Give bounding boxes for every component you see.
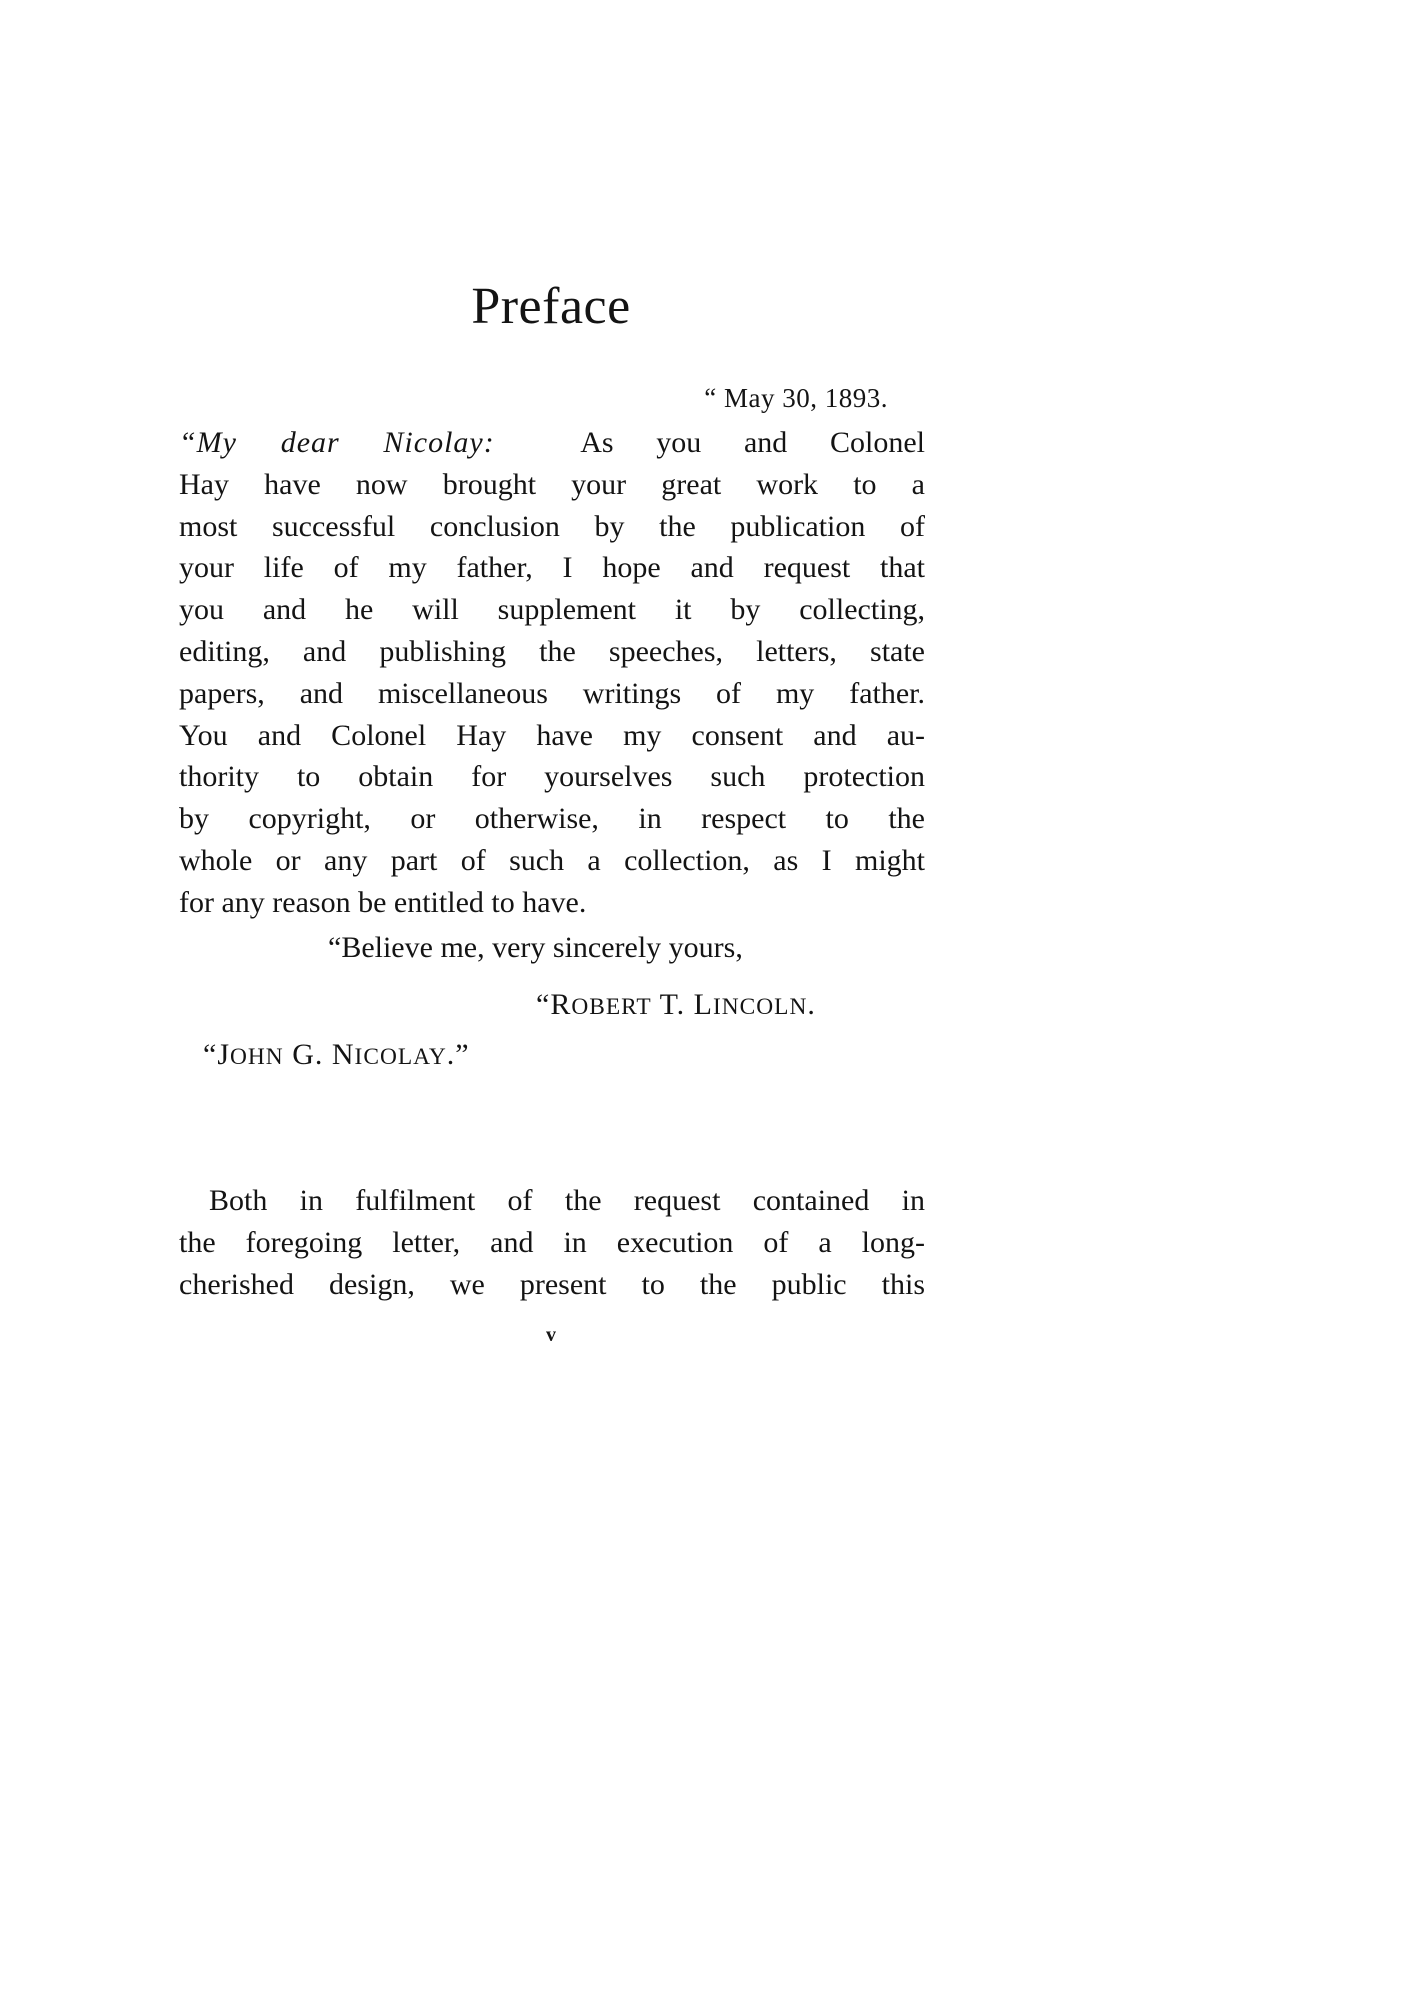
letter-line: whole or any part of such a collection, as I might (179, 843, 925, 877)
letter-signature: “ROBERT T. LINCOLN. (536, 988, 816, 1021)
letter-line: thority to obtain for yourselves such protection (179, 760, 925, 794)
letter-line: Hay have now brought your great work to a (179, 467, 925, 501)
letter-body (179, 422, 925, 924)
letter-closing: “Believe me, very sincerely yours, (328, 931, 743, 964)
letter-line-text: As you and Colonel (580, 426, 926, 459)
letter-addressee: “JOHN G. NICOLAY.” (203, 1038, 470, 1071)
page-number: v (546, 1324, 556, 1346)
paragraph-line: the foregoing letter, and in execution of a long- (179, 1225, 925, 1259)
letter-line: most successful conclusion by the publication of (179, 509, 925, 543)
paragraph-line: cherished design, we present to the public this (179, 1267, 925, 1301)
letter-line: you and he will supplement it by collecting, (179, 593, 925, 627)
letter-line: papers, and miscellaneous writings of my father. (179, 676, 925, 710)
letter-date: “ May 30, 1893. (704, 383, 888, 413)
letter-line (179, 422, 925, 464)
letter-line: You and Colonel Hay have my consent and au- (179, 718, 925, 752)
page-title: Preface (471, 278, 631, 335)
letter-salutation: “My dear Nicolay: (179, 426, 495, 459)
letter-line: for any reason be entitled to have. (179, 885, 587, 919)
letter-line: your life of my father, I hope and request that (179, 551, 925, 585)
preface-paragraph (179, 1180, 925, 1305)
letter-line: editing, and publishing the speeches, letters, state (179, 634, 925, 668)
letter-line: by copyright, or otherwise, in respect to the (179, 802, 925, 836)
paragraph-line: Both in fulfilment of the request contained in (209, 1184, 925, 1217)
